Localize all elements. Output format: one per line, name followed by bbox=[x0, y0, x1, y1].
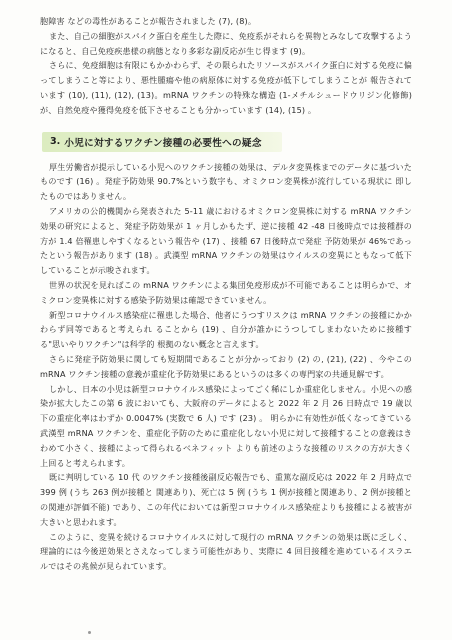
intro-paragraph-2: また、自己の細胞がスパイク蛋白を産生した際に、免疫系がそれらを異物とみなして攻撃するようになると、自己免疫疾患様の病態となり多彩な副反応が生じ得ます (9)。 bbox=[40, 30, 412, 56]
intro-paragraph-3: さらに、免疫細胞は有限にもかかわらず、その限られたリソースがスパイク蛋白に対する免疫に偏ってしまうこと等により、悪性腫瘍や他の病原体に対する免疫が低下してしまうことが 報告されています (10), (11), (12), (13)。mRNA ワクチンの特殊な構造 (1-メチルシュードウリジン化修飾) が、自然免疫や獲得免疫を低下させることも分かっています (14), (15) 。 bbox=[40, 60, 412, 115]
section-paragraph-4: 新型コロナウイルス感染症に罹患した場合、他者にうつすリスクは mRNA ワクチンの接種にかかわらず同等であると考えられ ることから (19) 、自分が誰かにうつしてしまわないために接種する"思いやりワクチン"は科学的 根拠のない概念と言えます。 bbox=[40, 309, 412, 350]
section-paragraph-8: このように、変異を続けるコロナウイルスに対して現行の mRNA ワクチンの効果は既に乏しく、理論的には今後逆効果とさえなってしまう可能性があり、実際に 4 回目接種を進めているイスラエルではその兆候が見られています。 bbox=[40, 531, 412, 572]
intro-paragraph-1: 胞障害 などの毒性があることが報告されました (7), (8)。 bbox=[40, 16, 257, 26]
page-dot-mark bbox=[88, 631, 91, 634]
section-title: 小児に対するワクチン接種の必要性への疑念 bbox=[64, 137, 262, 149]
section-paragraph-1: 厚生労働省が提示している小児へのワクチン接種の効果は、デルタ変異株までのデータに基づいたものです (16) 。発症予防効果 90.7%という数字も、オミクロン変異株が流行している現状に 即したものではありません。 bbox=[40, 161, 412, 202]
section-paragraph-5: さらに発症予防効果に関しても短期間であることが分かっており (2) の, (21), (22) 、今やこの mRNA ワクチン接種の意義が重症化予防効果にあるというのは多くの専門家の共通見解です。 bbox=[40, 353, 412, 379]
section-paragraph-2: アメリカの公的機関から発表された 5-11 歳におけるオミクロン変異株に対する mRNA ワクチン効果の研究によると、発症予防効果が 1 ヶ月しかもたず、逆に接種 42 -48 日後時点では接種群の方が 1.4 倍罹患しやすくなるという報告や (17) 、接種 67 日後時点で発症 予防効果が 46%であったという報告があります (18) 。武漢型 mRNA ワクチンの効果はウイルスの変異にともなって低下していることが示唆されます。 bbox=[40, 205, 412, 276]
section-paragraph-6: しかし、日本の小児は新型コロナウイルス感染によってごく稀にしか重症化しません。小児への感染が拡大したこの第 6 波においても、大阪府のデータによると 2022 年 2 月 26 日時点で 19 歳以下の重症化率はわずか 0.0047% (実数で 6 人) です (23) 。 明らかに有効性が低くなってきている武漢型 mRNA ワクチンを、重症化予防のために重症化しない小児に対して接種することの意義はきわめて小さく、接種によって得られるベネフィット よりも前述のような接種のリスクの方が大きく上回ると考えられます。 bbox=[40, 383, 412, 468]
section-paragraph-7: 既に判明している 10 代 のワクチン接種後副反応報告でも、重篤な副反応は 2022 年 2 月時点で 399 例 (うち 263 例が接種と 関連あり)、死亡は 5 例 (うち 1 例が接種と関連あり、2 例が接種との関連が評価不能) であり、この年代においては新型コロナウイルス感染症よりも接種による被害が大きいと思われます。 bbox=[40, 472, 412, 527]
section-number: 3. bbox=[50, 136, 61, 148]
section-paragraph-3: 世界の状況を見ればこの mRNA ワクチンによる集団免疫形成が不可能であることは明らかで、オミクロン変異株に対する感染予防効果は確認できていません。 bbox=[40, 279, 412, 305]
section-heading bbox=[42, 132, 282, 152]
